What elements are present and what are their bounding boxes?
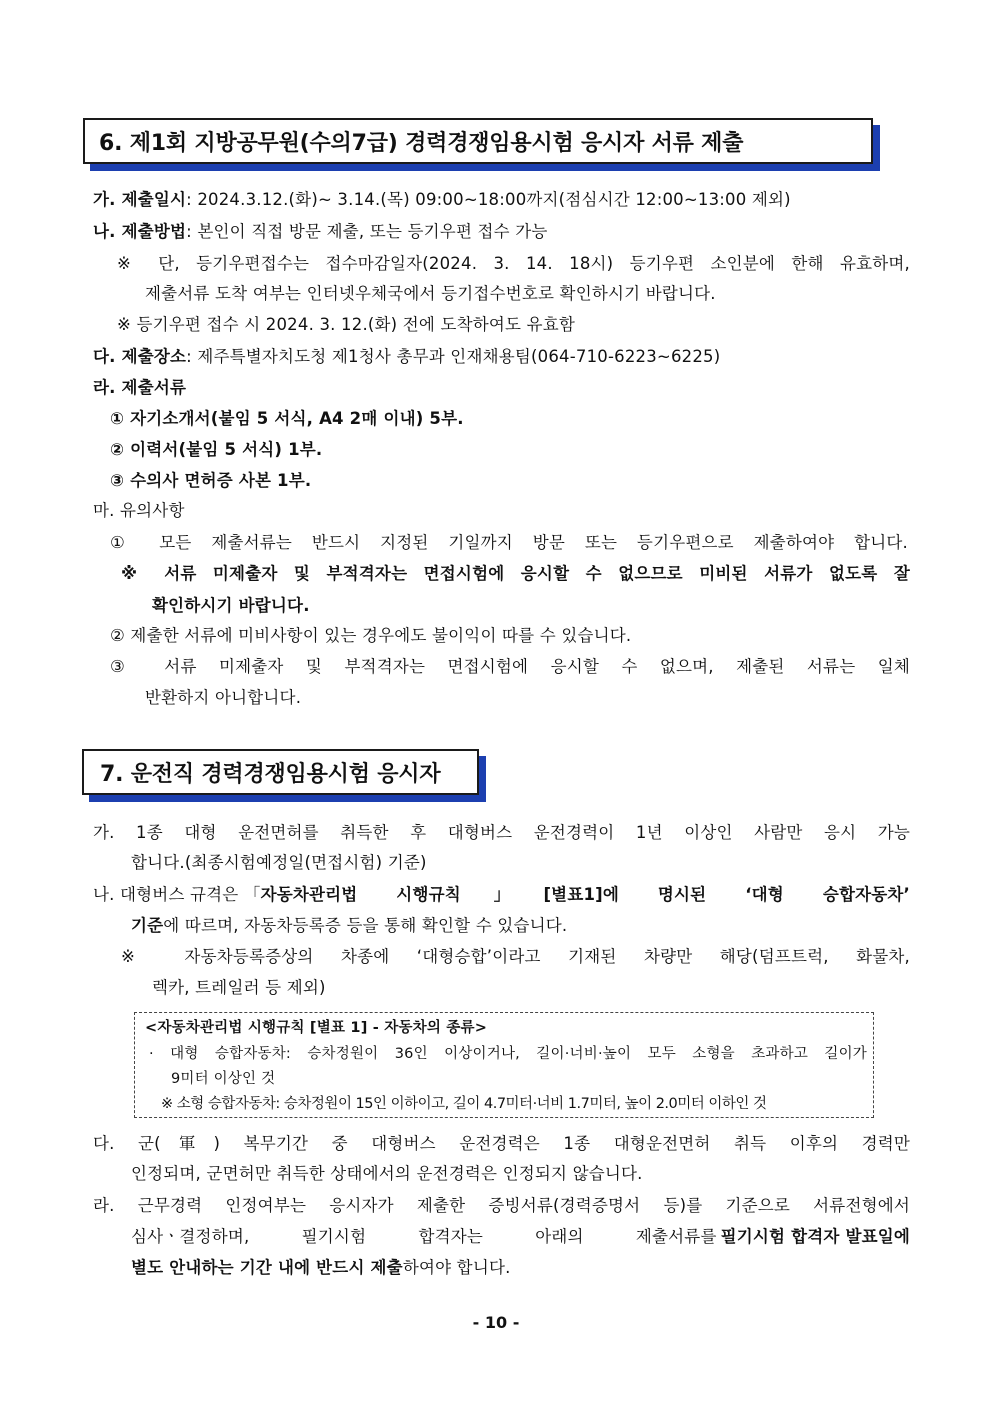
document-item: ③ 수의사 면허증 사본 1부. [110, 471, 312, 490]
section7-item-ra-line1: 라. 근무경력 인정여부는 응시자가 제출한 증빙서류(경력증명서 등)를 기준으로 서류전형에서 [93, 1196, 910, 1215]
section6-item-ga: 가. 제출일시: 2024.3.12.(화)~ 3.14.(목) 09:00~18:00까지(점심시간 12:00~13:00 제외) [93, 190, 791, 209]
section-6-title: 6. 제1회 지방공무원(수의7급) 경력경쟁임용시험 응시자 서류 제출 [99, 130, 744, 156]
label-method: 제출방법 [121, 222, 187, 241]
regulation-box-line3: ※ 소형 승합자동차: 승차정원이 15인 이하이고, 길이 4.7미터·너비 1.7미터, 높이 2.0미터 이하인 것 [161, 1096, 767, 1112]
section7-item-ga-line2: 합니다.(최종시험예정일(면접시험) 기준) [131, 853, 427, 872]
section-6-heading [83, 118, 873, 164]
notice-warning-line2: 확인하시기 바랍니다. [152, 596, 310, 615]
document-item: ① 자기소개서(붙임 5 서식, A4 2매 이내) 5부. [110, 409, 464, 428]
section-7-heading [82, 749, 479, 795]
label-place: 제출장소 [121, 347, 187, 366]
notice-item-2: ② 제출한 서류에 미비사항이 있는 경우에도 불이익이 따를 수 있습니다. [110, 626, 632, 645]
notice-item-3-line1: ③ 서류 미제출자 및 부적격자는 면접시험에 응시할 수 없으며, 제출된 서류는 일체 [110, 657, 910, 676]
section7-item-ra-line2: 심사ㆍ결정하며, 필기시험 합격자는 아래의 제출서류를 필기시험 합격자 발표일에 [131, 1227, 910, 1246]
notice-item-1: ① 모든 제출서류는 반드시 지정된 기일까지 방문 또는 등기우편으로 제출하여야 합니다. [110, 533, 908, 552]
section6-item-ra: 라. 제출서류 [93, 378, 187, 397]
notice-item-3-line2: 반환하지 아니합니다. [145, 688, 302, 707]
notice-warning-line1: ※ 서류 미제출자 및 부적격자는 면접시험에 응시할 수 없으므로 미비된 서류가 없도록 잘 [121, 564, 910, 583]
section6-item-na: 나. 제출방법: 본인이 직접 방문 제출, 또는 등기우편 접수 가능 [93, 222, 548, 241]
regulation-box-line2: 9미터 이상인 것 [171, 1071, 276, 1087]
page-number: - 10 - [472, 1313, 520, 1332]
regulation-box-title: <자동차관리법 시행규칙 [별표 1] - 자동차의 종류> [145, 1020, 488, 1036]
section7-item-ra-line3: 별도 안내하는 기간 내에 반드시 제출하여야 합니다. [131, 1258, 511, 1277]
section7-item-na-line2: 기준에 따르며, 자동차등록증 등을 통해 확인할 수 있습니다. [131, 916, 568, 935]
section6-na-note1-line1: ※ 단, 등기우편접수는 접수마감일자(2024. 3. 14. 18시) 등기우편 소인분에 한해 유효하며, [117, 254, 910, 273]
section7-na-note-line2: 렉카, 트레일러 등 제외) [152, 978, 326, 997]
section6-item-ma: 마. 유의사항 [93, 501, 185, 520]
section6-item-da: 다. 제출장소: 제주특별자치도청 제1청사 총무과 인재채용팀(064-710-6223~6225) [93, 347, 721, 366]
section-7-title: 7. 운전직 경력경쟁임용시험 응시자 [100, 761, 441, 787]
section7-item-na-line1: 나. 대형버스 규격은 「 자동차관리법 시행규칙」[별표1]에 명시된 ‘대형 승합자동차’ [93, 885, 910, 904]
label-date: 제출일시 [121, 190, 187, 209]
section7-na-note-line1: ※ 자동차등록증상의 차종에 ‘대형승합’이라고 기재된 차량만 해당(덤프트럭, 화물차, [121, 947, 910, 966]
section7-item-da-line1: 다. 군(軍) 복무기간 중 대형버스 운전경력은 1종 대형운전면허 취득 이후의 경력만 [93, 1134, 910, 1153]
section6-na-note2: ※ 등기우편 접수 시 2024. 3. 12.(화) 전에 도착하여도 유효함 [117, 315, 576, 334]
regulation-box-line1: · 대형 승합자동차: 승차정원이 36인 이상이거나, 길이·너비·높이 모두 소형을 초과하고 길이가 [149, 1046, 867, 1062]
section7-item-ga-line1: 가. 1종 대형 운전면허를 취득한 후 대형버스 운전경력이 1년 이상인 사람만 응시 가능 [93, 823, 910, 842]
section6-na-note1-line2: 제출서류 도착 여부는 인터넷우체국에서 등기접수번호로 확인하시기 바랍니다. [145, 284, 716, 303]
regulation-reference-box [134, 1012, 874, 1118]
section7-item-da-line2: 인정되며, 군면허만 취득한 상태에서의 운전경력은 인정되지 않습니다. [131, 1164, 643, 1183]
document-item: ② 이력서(붙임 5 서식) 1부. [110, 440, 323, 459]
